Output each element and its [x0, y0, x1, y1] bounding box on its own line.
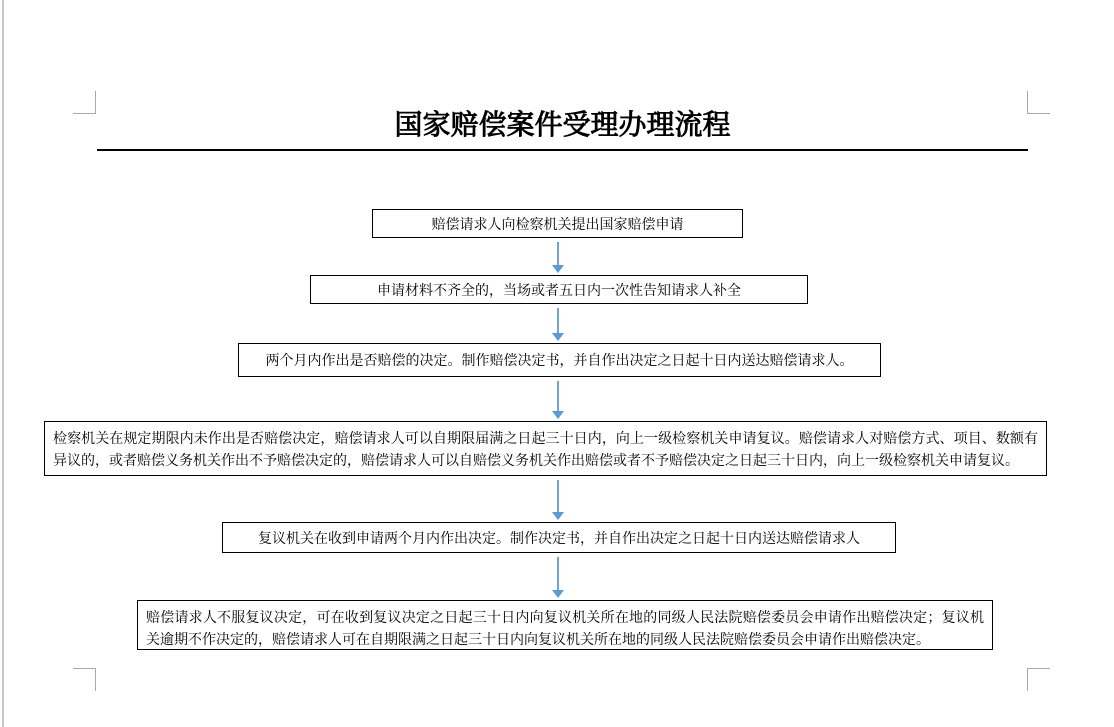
arrow-shaft	[557, 242, 559, 265]
flow-step-box-6[interactable]: 赔偿请求人不服复议决定，可在收到复议决定之日起三十日内向复议机关所在地的同级人民法院赔偿委员会申请作出赔偿决定；复议机关逾期不作决定的，赔偿请求人可在自期限满之日起三十日内向复议机关所在地的同级人民法院赔偿委员会申请作出赔偿决定。	[137, 600, 993, 650]
arrow-shaft	[557, 480, 559, 512]
arrow-head-icon	[552, 512, 564, 520]
text-boundary-mark-top-left	[73, 91, 96, 114]
text-boundary-mark-bottom-left	[73, 668, 96, 691]
arrow-shaft	[557, 557, 559, 590]
flow-down-arrow-icon[interactable]	[552, 381, 564, 419]
text-boundary-mark-top-right	[1027, 91, 1050, 114]
arrow-shaft	[557, 308, 559, 333]
flow-step-box-3[interactable]: 两个月内作出是否赔偿的决定。制作赔偿决定书，并自作出决定之日起十日内送达赔偿请求人。	[238, 343, 881, 377]
flow-down-arrow-icon[interactable]	[552, 480, 564, 520]
flow-down-arrow-icon[interactable]	[552, 242, 564, 273]
flow-step-box-5[interactable]: 复议机关在收到申请两个月内作出决定。制作决定书，并自作出决定之日起十日内送达赔偿请求人	[222, 522, 896, 553]
title-block	[97, 106, 1028, 151]
page-title: 国家赔偿案件受理办理流程	[394, 108, 731, 141]
flow-step-box-4[interactable]: 检察机关在规定期限内未作出是否赔偿决定，赔偿请求人可以自期限届满之日起三十日内，向上一级检察机关申请复议。赔偿请求人对赔偿方式、项目、数额有异议的，或者赔偿义务机关作出不予赔偿决定的，赔偿请求人可以自赔偿义务机关作出赔偿或者不予赔偿决定之日起三十日内，向上一级检察机关申请复议。	[44, 421, 1047, 476]
arrow-head-icon	[552, 590, 564, 598]
window-left-edge	[2, 0, 4, 727]
arrow-head-icon	[552, 265, 564, 273]
flow-down-arrow-icon[interactable]	[552, 308, 564, 341]
flow-step-box-1[interactable]: 赔偿请求人向检察机关提出国家赔偿申请	[372, 209, 743, 238]
text-boundary-mark-bottom-right	[1027, 668, 1050, 691]
arrow-shaft	[557, 381, 559, 411]
flow-step-box-2[interactable]: 申请材料不齐全的，当场或者五日内一次性告知请求人补全	[310, 275, 808, 304]
arrow-head-icon	[552, 333, 564, 341]
arrow-head-icon	[552, 411, 564, 419]
flow-down-arrow-icon[interactable]	[552, 557, 564, 598]
